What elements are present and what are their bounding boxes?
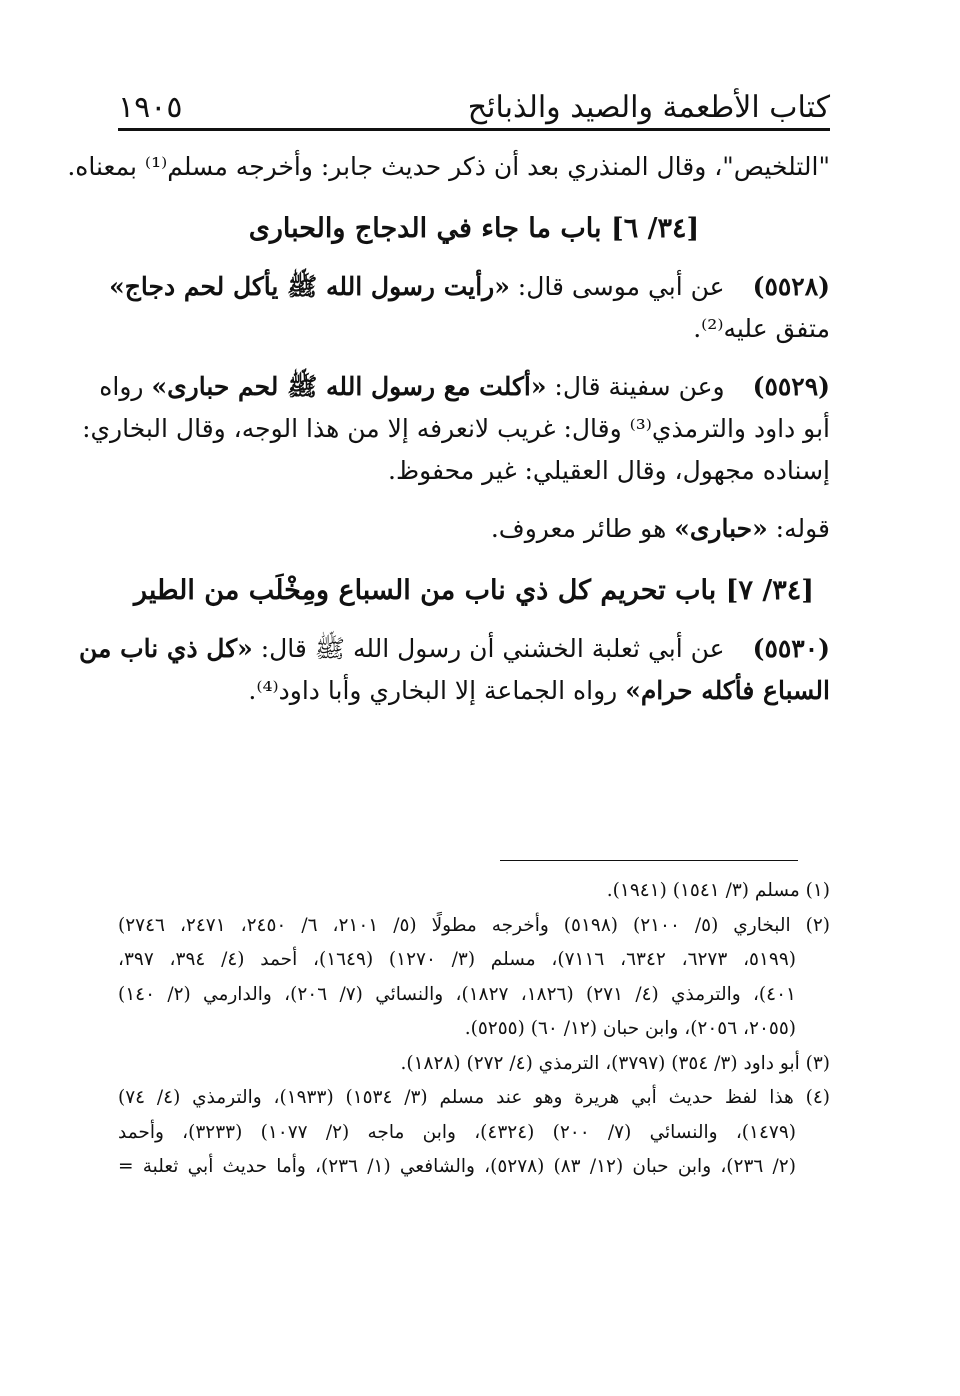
hadith-5529-line-1: [99, 366, 830, 408]
footnotes: [118, 874, 830, 1185]
hadith-number: (٥٥٢٩): [752, 372, 830, 401]
page-header: [118, 82, 830, 131]
hadith-text: عن أبي موسى قال:: [509, 272, 725, 301]
main-text: [67, 146, 830, 728]
hadith-5530-line-2: [118, 670, 830, 712]
qawluhu-quote: «حبارى»: [674, 514, 768, 543]
hadith-5530-line-1: [78, 628, 830, 670]
footnote-2-line-3: ٤٠١)، والترمذي (٤/ ٢٧١) (١٨٢٦، ١٨٢٧)، والنسائي (٧/ ٢٠٦)، والدارمي (٢/ ١٤٠): [118, 983, 796, 1005]
hadith-number: (٥٥٢٨): [752, 272, 830, 301]
hadith-text-tail: رواه: [99, 372, 152, 401]
footnote-2-line-1: (٢) البخاري (٥/ ٢١٠٠) (٥١٩٨) وأخرجه مطولًا (٥/ ٢١٠١، ٦/ ٢٤٥٠، ٢٤٧١، ٢٧٤٦): [118, 914, 830, 936]
qawluhu-rest: هو طائر معروف.: [490, 514, 675, 543]
hadith-5529-line-2: أبو داود والترمذي⁽³⁾ وقال: غريب لانعرفه إلا من هذا الوجه، وقال البخاري:: [82, 414, 830, 443]
hadith-text: عن أبي ثعلبة الخشني أن رسول الله ﷺ قال:: [252, 634, 725, 663]
qawluhu-line: [118, 508, 830, 550]
footnote-separator: [500, 860, 798, 861]
hadith-quote: «كل ذي ناب من: [78, 634, 253, 663]
hadith-5528-line-2: متفق عليه⁽²⁾.: [693, 314, 830, 343]
hadith-5528: [109, 266, 830, 350]
hadith-5529: [82, 366, 830, 492]
hadith-quote-continued: السباع فأكله حرام»: [625, 676, 830, 705]
section-heading-fanged-beasts: [٣٤/ ٧] باب تحريم كل ذي ناب من السباع ومِخْلَب من الطير: [133, 575, 815, 606]
footnote-4-line-2: (١٤٧٩)، والنسائي (٧/ ٢٠٠) (٤٣٢٤)، وابن ماجه (٢/ ١٠٧٧) (٣٢٣٣)، وأحمد: [118, 1121, 796, 1143]
footnote-2-line-4: (٢٠٥٥، ٢٠٥٦)، وابن حبان (١٢/ ٦٠) (٥٢٥٥).: [464, 1018, 796, 1039]
hadith-5529-line-3: إسناده مجهول، وقال العقيلي: غير محفوظ.: [388, 456, 830, 485]
section-heading-chickens-bustards: [٣٤/ ٦] باب ما جاء في الدجاج والحبارى: [248, 213, 700, 244]
hadith-5528-line-1: [109, 266, 830, 308]
footnote-1: (١) مسلم (٣/ ١٥٤١) (١٩٤١).: [606, 880, 830, 901]
running-title: كتاب الأطعمة والصيد والذبائح: [467, 90, 830, 125]
footnote-2-line-2: (٥١٩٩، ٦٢٧٣، ٦٣٤٢، ٧١١٦)، مسلم (٣/ ١٢٧٠) (١٦٤٩)، أحمد (٤/ ٣٩٤، ٣٩٧،: [118, 949, 797, 970]
intro-line: "التلخيص"، وقال المنذري بعد أن ذكر حديث جابر: وأخرجه مسلم⁽¹⁾ بمعناه.: [67, 152, 830, 181]
footnote-4-line-1: (٤) هذا لفظ حديث أبي هريرة وهو عند مسلم (٣/ ١٥٣٤) (١٩٣٣)، والترمذي (٤/ ٧٤): [118, 1087, 830, 1108]
footnote-4-line-3: (٢/ ٢٣٦)، وابن حبان (١٢/ ٨٣) (٥٢٧٨)، والشافعي (١/ ٢٣٦)، وأما حديث أبي ثعلبة =: [118, 1156, 796, 1177]
hadith-text: رواه الجماعة إلا البخاري وأبا داود⁽⁴⁾.: [248, 676, 626, 705]
hadith-number: (٥٥٣٠): [752, 634, 830, 663]
footnote-3: (٣) أبو داود (٣/ ٣٥٤) (٣٧٩٧)، الترمذي (٤/ ٢٧٢) (١٨٢٨).: [400, 1052, 830, 1074]
qawluhu-prefix: قوله:: [767, 514, 830, 543]
hadith-5530: [78, 628, 830, 712]
hadith-quote: «أكلت مع رسول الله ﷺ لحم حبارى»: [151, 372, 547, 401]
hadith-quote: «رأيت رسول الله ﷺ يأكل لحم دجاج»: [109, 272, 510, 301]
hadith-text: وعن سفينة قال:: [546, 372, 725, 401]
page-number: ١٩٠٥: [118, 90, 183, 125]
